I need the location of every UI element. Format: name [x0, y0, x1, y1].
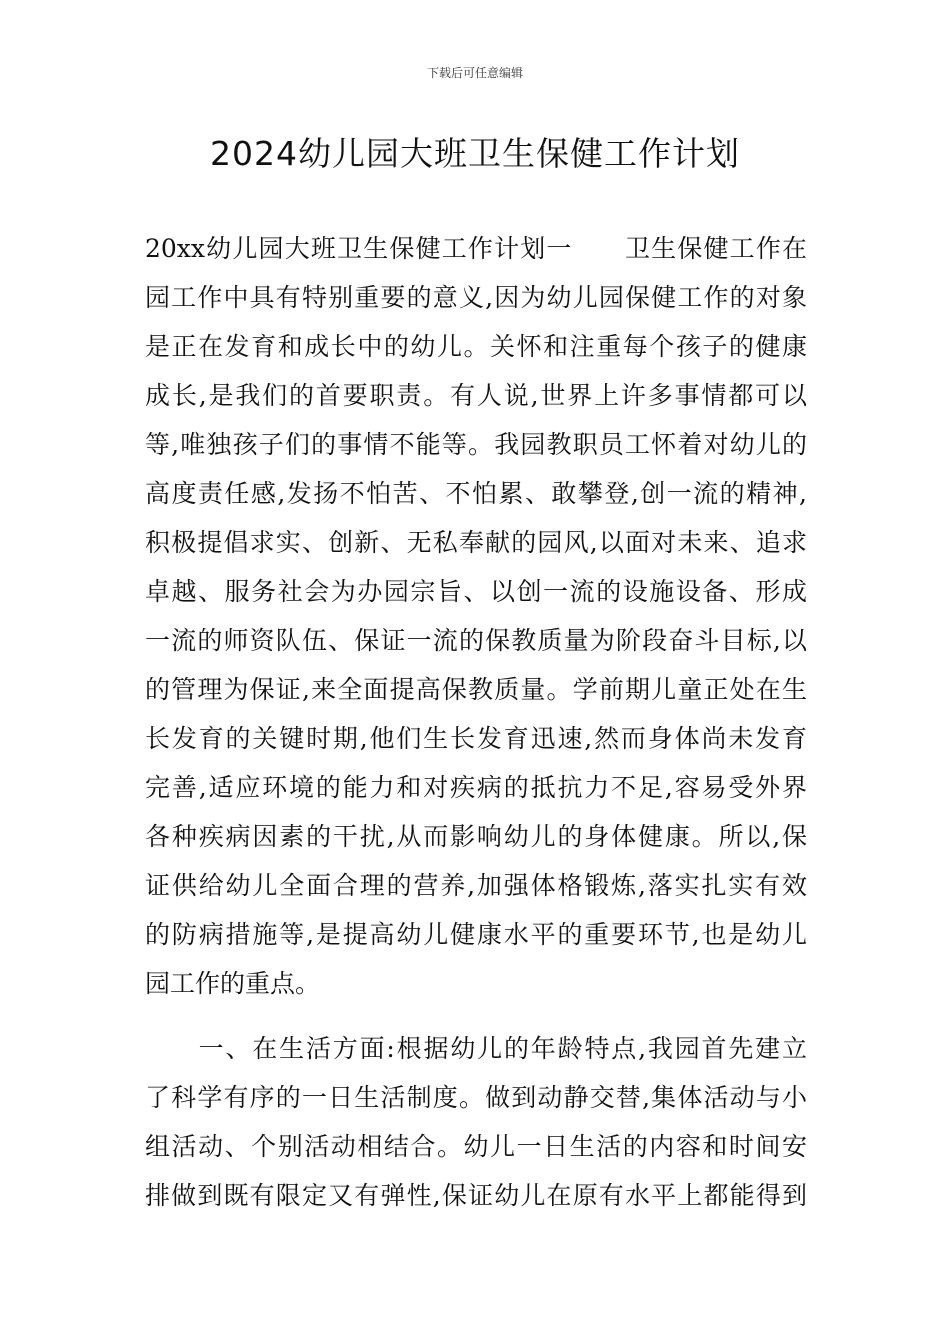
text-line: 长发育的关键时期,他们生长发育迅速,然而身体尚未发育 — [145, 724, 807, 753]
text-line: 高度责任感,发扬不怕苦、不怕累、敢攀登,创一流的精神, — [145, 479, 807, 508]
text-line: 各种疾病因素的干扰,从而影响幼儿的身体健康。所以,保 — [145, 822, 807, 851]
text-line: 卓越、服务社会为办园宗旨、以创一流的设施设备、形成 — [145, 577, 807, 606]
text-line: 了科学有序的一日生活制度。做到动静交替,集体活动与小 — [145, 1083, 807, 1112]
text-line: 等,唯独孩子们的事情不能等。我园教职员工怀着对幼儿的 — [145, 430, 807, 459]
text-line: 一流的师资队伍、保证一流的保教质量为阶段奋斗目标,以 — [145, 626, 807, 655]
text-line: 园工作的重点。 — [145, 969, 321, 998]
paragraph-life-aspect — [145, 1024, 807, 1220]
header-note: 下载后可任意编辑 — [426, 66, 523, 80]
document-title: 2024幼儿园大班卫生保健工作计划 — [210, 134, 740, 173]
text-line: 证供给幼儿全面合理的营养,加强体格锻炼,落实扎实有效 — [145, 871, 807, 900]
text-line: 完善,适应环境的能力和对疾病的抵抗力不足,容易受外界 — [145, 773, 807, 802]
paragraph-intro — [145, 224, 807, 1008]
text-line: 是正在发育和成长中的幼儿。关怀和注重每个孩子的健康 — [145, 332, 807, 361]
text-line: 20xx幼儿园大班卫生保健工作计划一 卫生保健工作在 — [145, 234, 807, 263]
text-line: 园工作中具有特别重要的意义,因为幼儿园保健工作的对象 — [145, 283, 807, 312]
text-line: 成长,是我们的首要职责。有人说,世界上许多事情都可以 — [145, 381, 807, 410]
text-line: 组活动、个别活动相结合。幼儿一日生活的内容和时间安 — [145, 1132, 807, 1161]
text-line: 一、在生活方面:根据幼儿的年龄特点,我园首先建立 — [145, 1034, 807, 1063]
text-line: 的管理为保证,来全面提高保教质量。学前期儿童正处在生 — [145, 675, 807, 704]
text-line: 积极提倡求实、创新、无私奉献的园风,以面对未来、追求 — [145, 528, 807, 557]
text-line: 排做到既有限定又有弹性,保证幼儿在原有水平上都能得到 — [145, 1181, 807, 1210]
text-line: 的防病措施等,是提高幼儿健康水平的重要环节,也是幼儿 — [145, 920, 807, 949]
